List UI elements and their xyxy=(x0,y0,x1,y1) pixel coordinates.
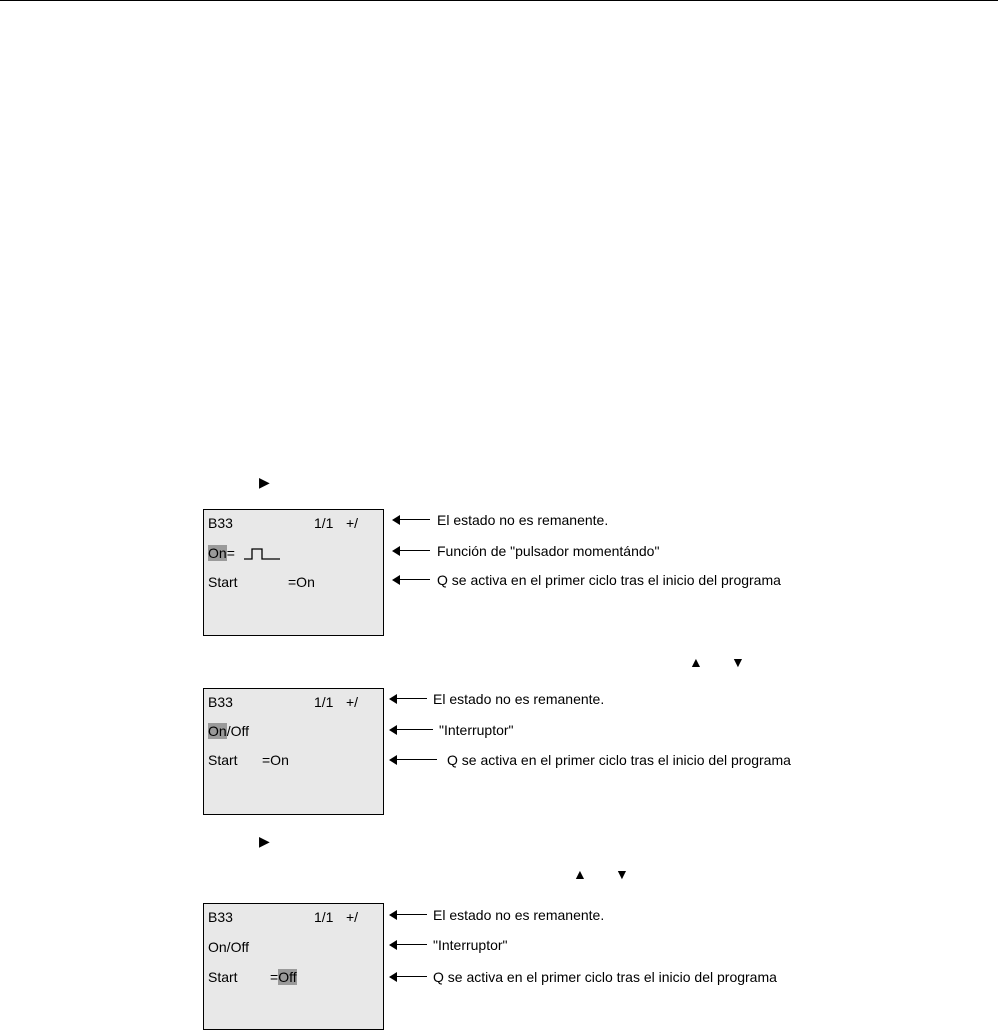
lcd-panel-2 xyxy=(203,688,384,815)
panel-row-mode-rest: = xyxy=(226,545,239,561)
right-arrow-key-icon: ▶ xyxy=(259,833,270,849)
up-arrow-key-icon: ▲ xyxy=(573,866,587,882)
panel-start-label: Start xyxy=(208,574,238,590)
panel-block-name: B33 xyxy=(208,694,233,710)
cursor-highlight: On xyxy=(208,723,227,739)
up-arrow-key-icon: ▲ xyxy=(689,654,703,670)
panel-start-value: =On xyxy=(262,752,289,768)
panel-flags: +/ xyxy=(346,909,359,925)
lcd-panel-1 xyxy=(203,509,384,636)
annotation-text: "Interruptor" xyxy=(433,937,508,953)
panel-page-indicator: 1/1 xyxy=(314,909,334,925)
annotation-text: El estado no es remanente. xyxy=(433,691,605,707)
momentary-pulse-icon xyxy=(244,547,280,561)
annotation-text: Función de "pulsador momentándo" xyxy=(437,543,660,559)
panel-row-mode xyxy=(208,722,249,740)
panel-start-value: =On xyxy=(288,574,315,590)
annotation-text: Q se activa en el primer ciclo tras el inicio del programa xyxy=(433,969,777,985)
panel-row-mode xyxy=(208,544,239,562)
cursor-highlight: Off xyxy=(278,969,297,985)
annotation-text: Q se activa en el primer ciclo tras el inicio del programa xyxy=(437,572,781,588)
panel-start-eq: = xyxy=(270,969,279,985)
panel-flags: +/ xyxy=(346,694,359,710)
panel-start-value xyxy=(270,968,297,986)
annotation-text: "Interruptor" xyxy=(439,722,514,738)
down-arrow-key-icon: ▼ xyxy=(615,866,629,882)
panel-row-mode-rest: /Off xyxy=(226,723,249,739)
cursor-highlight: On xyxy=(208,545,227,561)
panel-flags: +/ xyxy=(346,515,359,531)
panel-block-name: B33 xyxy=(208,909,233,925)
annotation-text: El estado no es remanente. xyxy=(433,907,605,923)
panel-start-label: Start xyxy=(208,752,238,768)
down-arrow-key-icon: ▼ xyxy=(731,654,745,670)
panel-row-mode: On/Off xyxy=(208,939,249,955)
annotation-text: El estado no es remanente. xyxy=(437,512,609,528)
panel-page-indicator: 1/1 xyxy=(314,694,334,710)
right-arrow-key-icon: ▶ xyxy=(259,474,270,490)
panel-start-label: Start xyxy=(208,969,238,985)
panel-page-indicator: 1/1 xyxy=(314,515,334,531)
panel-block-name: B33 xyxy=(208,515,233,531)
top-rule xyxy=(0,0,998,1)
lcd-panel-3 xyxy=(203,903,384,1030)
annotation-text: Q se activa en el primer ciclo tras el inicio del programa xyxy=(447,752,791,768)
